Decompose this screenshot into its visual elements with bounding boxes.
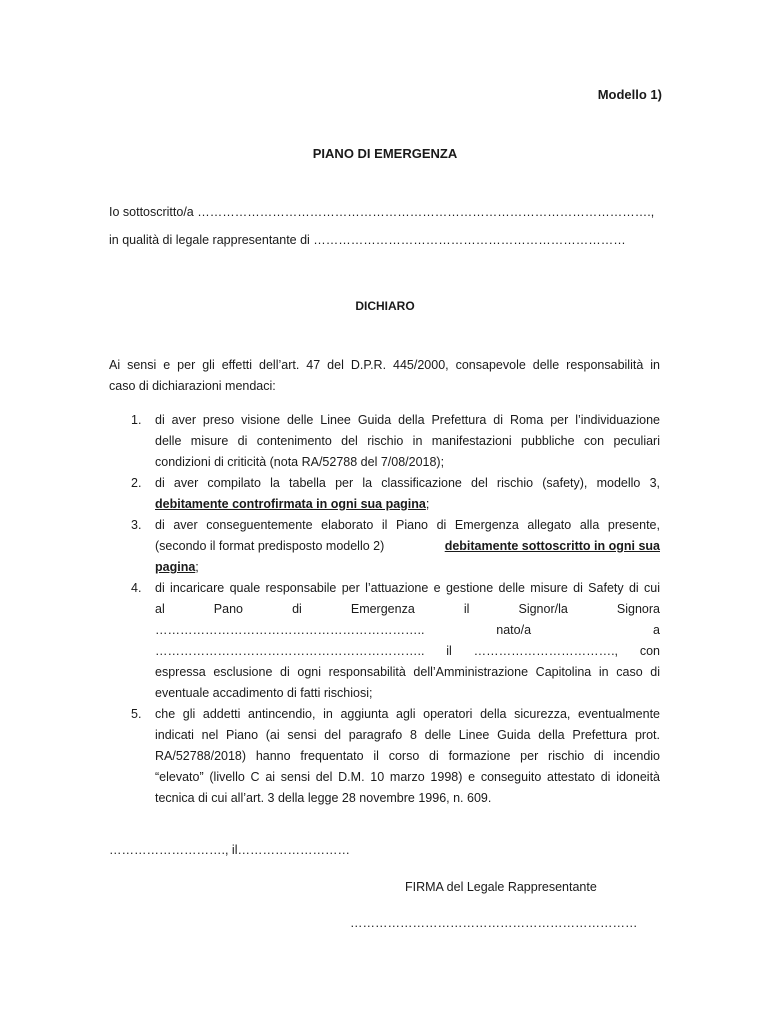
model-label: Modello 1) — [597, 87, 662, 102]
item-line-end: ; — [195, 560, 199, 574]
word-group — [496, 620, 660, 641]
item-line: delle misure di contenimento del rischio in manifestazioni pubbliche con peculiari — [155, 434, 660, 448]
fill-in-dots: ……………………………., — [473, 644, 619, 658]
word: il — [463, 602, 470, 616]
item-line — [155, 620, 660, 641]
declarant-name-line: Io sottoscritto/a ………………………………………………………………………………………………., — [109, 205, 655, 219]
intro-line: Ai sensi e per gli effetti dell’art. 47 del D.P.R. 445/2000, consapevole delle responsabilità in — [109, 358, 660, 372]
item-line — [155, 641, 660, 662]
declaration-list — [109, 410, 660, 809]
item-line: condizioni di criticità (nota RA/52788 del 7/08/2018); — [155, 455, 445, 469]
declarant-role-line: in qualità di legale rappresentante di ………………………………………………………………… — [109, 233, 626, 247]
item-line: “elevato” (livello C ai sensi del D.M. 10 marzo 1998) e conseguito attestato di idoneità — [155, 770, 660, 784]
item-line: tecnica di cui all’art. 3 della legge 28 novembre 1996, n. 609. — [155, 791, 492, 805]
intro-paragraph — [109, 355, 660, 397]
item-line: eventuale accadimento di fatti rischiosi; — [155, 686, 373, 700]
item-line: di aver compilato la tabella per la classificazione del rischio (safety), modello 3, — [155, 476, 660, 490]
list-item — [109, 578, 660, 704]
item-line — [155, 536, 660, 557]
item-line: indicati nel Piano (ai sensi del paragrafo 8 delle Linee Guida della Prefettura prot. — [155, 728, 660, 742]
emphasis-text: debitamente sottoscritto in ogni sua — [444, 539, 660, 553]
list-item — [109, 515, 660, 578]
word: Signora — [616, 602, 660, 616]
item-number: 1. — [131, 413, 142, 427]
place-date-line: ………………………., il……………………… — [109, 843, 350, 857]
emphasis-text: pagina — [155, 560, 196, 574]
word: il — [446, 644, 452, 658]
item-line: di aver preso visione delle Linee Guida della Prefettura di Roma per l’individuazione — [155, 413, 660, 427]
fill-in-dots: ……………………………………………………….. — [155, 644, 425, 658]
item-line: di aver conseguentemente elaborato il Piano di Emergenza allegato alla presente, — [155, 518, 660, 532]
item-line: di incaricare quale responsabile per l’attuazione e gestione delle misure di Safety di cui — [155, 581, 660, 595]
signature-label: FIRMA del Legale Rappresentante — [405, 880, 597, 894]
item-line — [155, 599, 660, 620]
signature-line: …………………………………………………………… — [350, 916, 638, 930]
item-line — [155, 494, 660, 515]
declaration-heading: DICHIARO — [355, 299, 415, 313]
item-line-end: ; — [425, 497, 430, 511]
word: Pano — [213, 602, 243, 616]
list-item — [109, 410, 660, 473]
item-line: che gli addetti antincendio, in aggiunta agli operatori della sicurezza, eventualmente — [155, 707, 660, 721]
word: Emergenza — [350, 602, 415, 616]
list-item — [109, 704, 660, 809]
item-number: 5. — [131, 707, 142, 721]
item-line: RA/52788/2018) hanno frequentato il corso di formazione per rischio di incendio — [155, 749, 660, 763]
emphasis-text: debitamente controfirmata in ogni sua pagina — [155, 497, 426, 511]
word: con — [639, 644, 660, 658]
intro-line: caso di dichiarazioni mendaci: — [109, 379, 276, 393]
word: di — [292, 602, 302, 616]
item-line: espressa esclusione di ogni responsabilità dell’Amministrazione Capitolina in caso di — [155, 665, 660, 679]
list-item — [109, 473, 660, 515]
item-line-start: (secondo il format predisposto modello 2) — [155, 539, 385, 553]
fill-in-dots: ……………………………………………………….. — [155, 623, 425, 637]
item-number: 4. — [131, 581, 142, 595]
word: nato/a — [496, 623, 532, 637]
document-title: PIANO DI EMERGENZA — [312, 146, 458, 161]
word: al — [155, 602, 165, 616]
word: a — [653, 623, 660, 637]
item-number: 2. — [131, 476, 142, 490]
item-number: 3. — [131, 518, 142, 532]
item-line — [155, 557, 660, 578]
word: Signor/la — [518, 602, 568, 616]
